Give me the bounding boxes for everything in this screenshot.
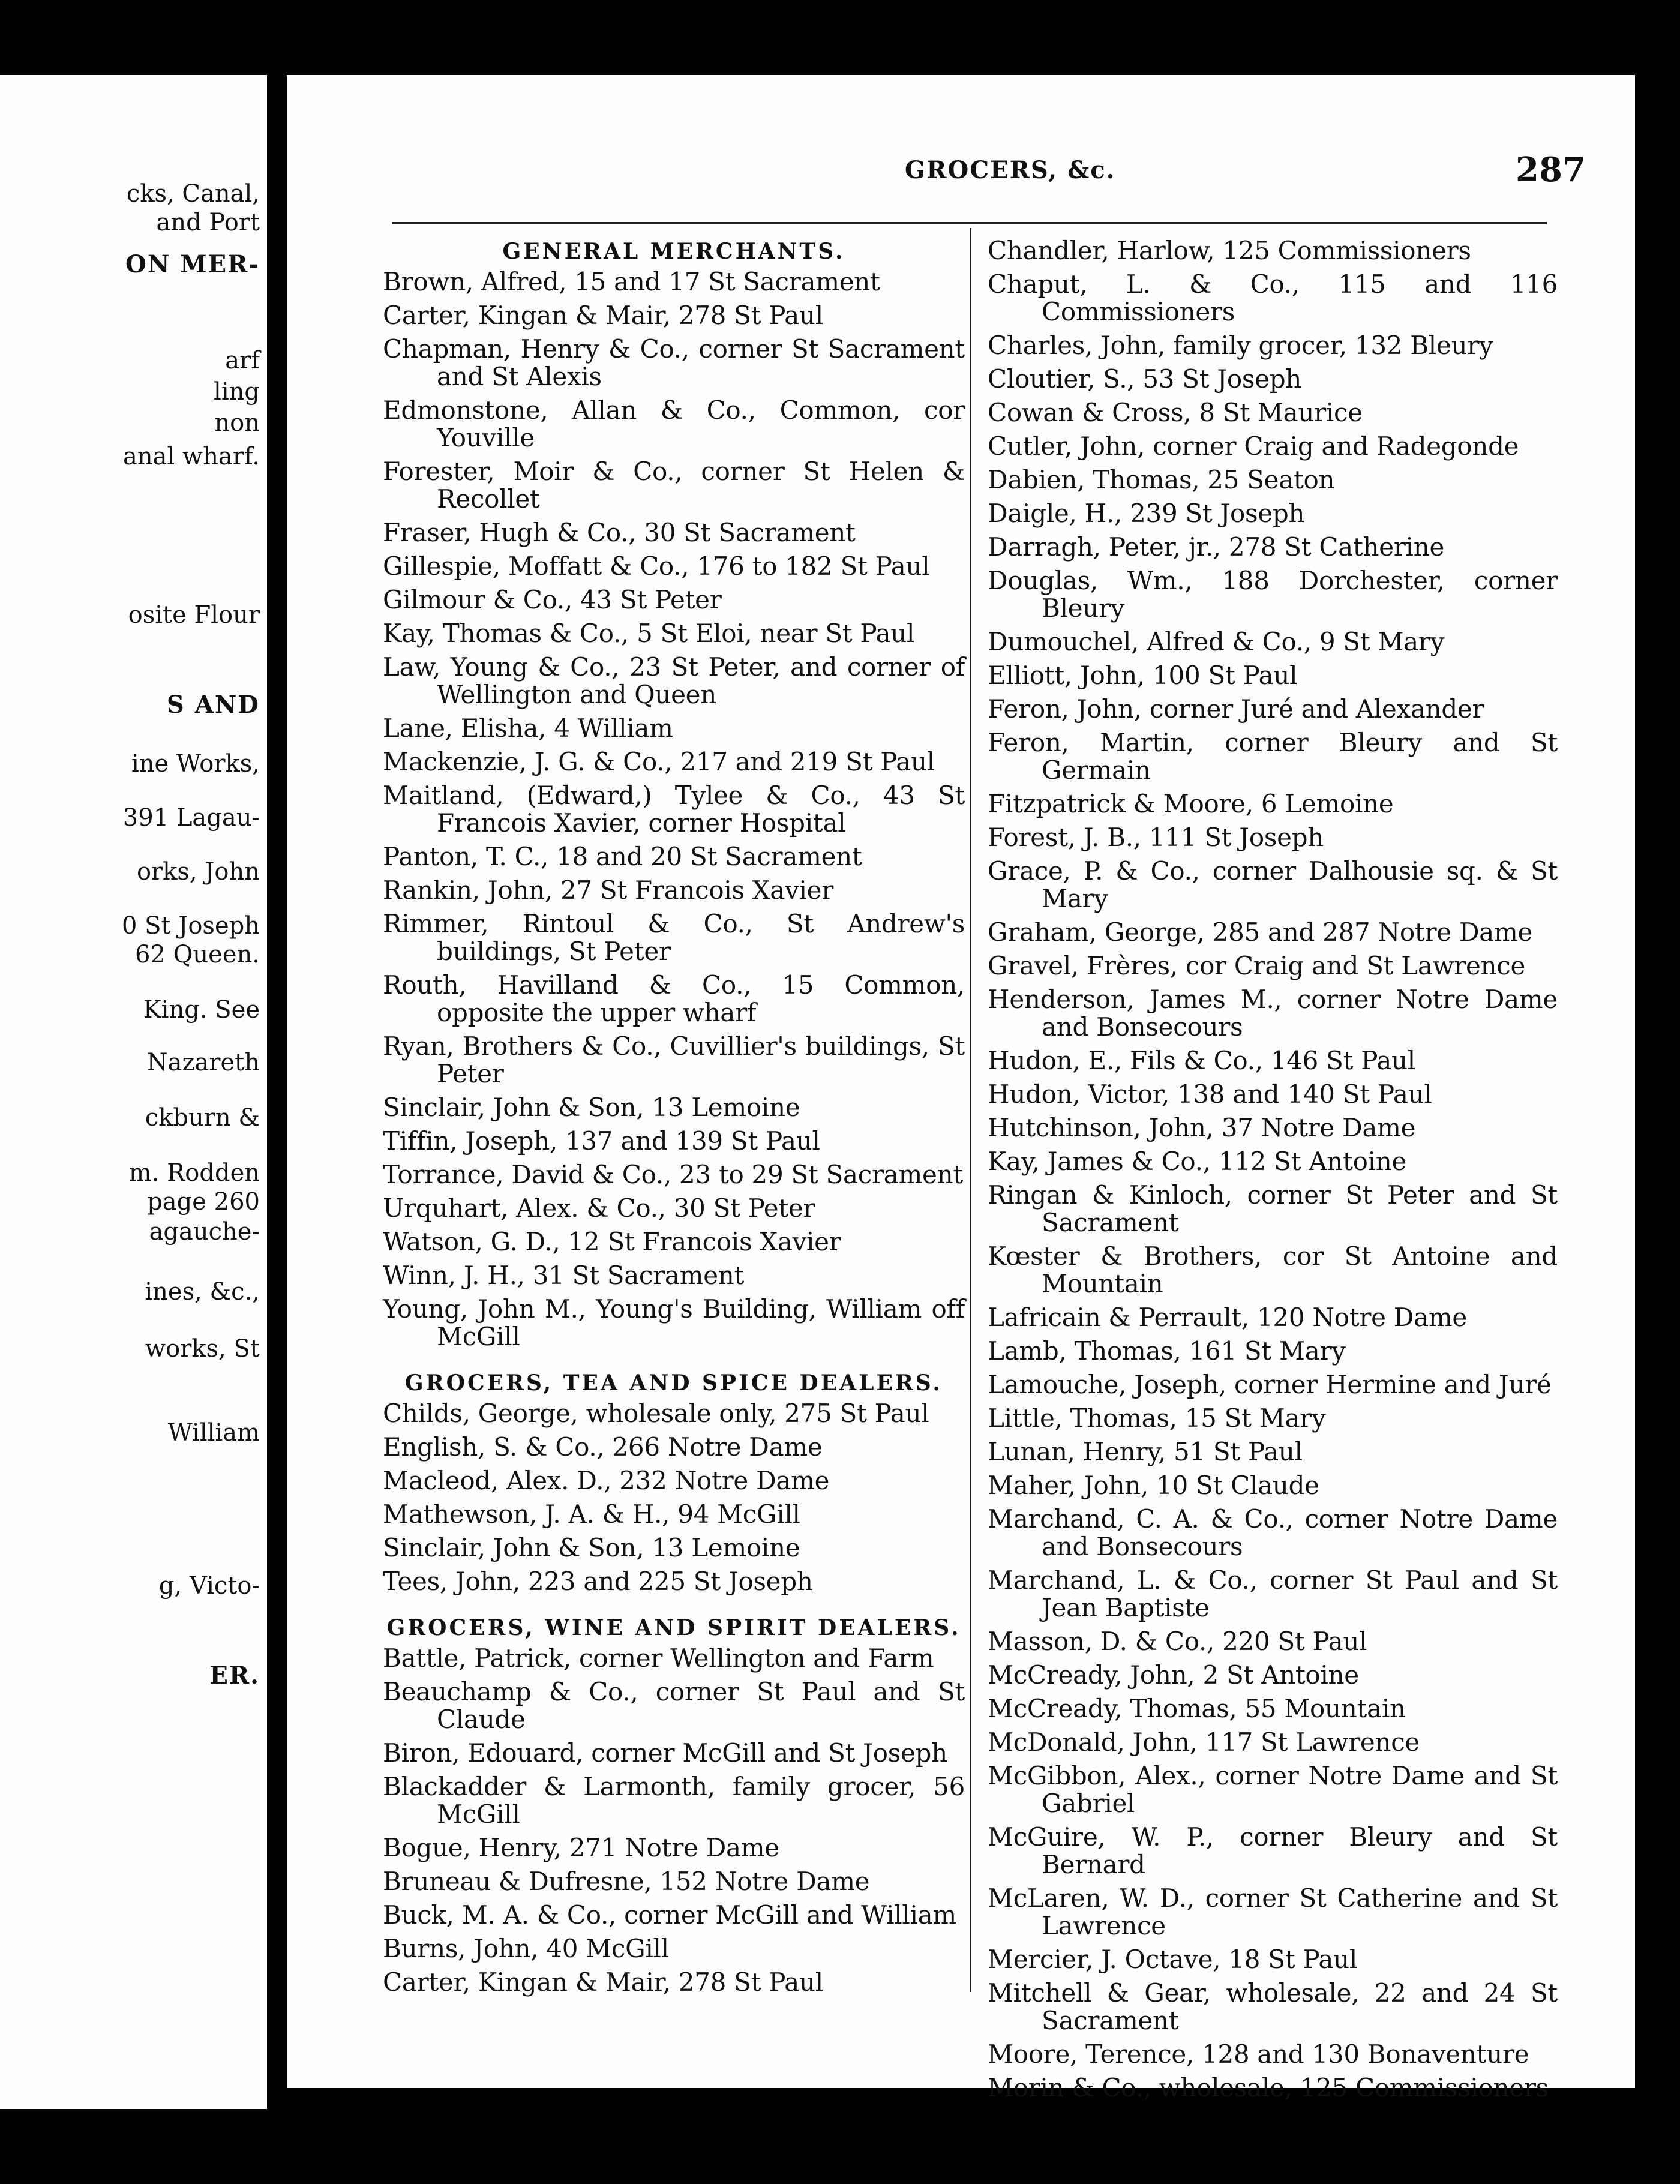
directory-entry: Forester, Moir & Co., corner St Helen & Recollet	[383, 457, 965, 514]
directory-entry: Torrance, David & Co., 23 to 29 St Sacrament	[383, 1160, 963, 1189]
facing-page-text: William	[167, 1419, 260, 1447]
directory-entry: Cowan & Cross, 8 St Maurice	[988, 398, 1363, 427]
directory-entry: Daigle, H., 239 St Joseph	[988, 499, 1305, 528]
directory-entry: Buck, M. A. & Co., corner McGill and William	[383, 1900, 956, 1930]
facing-page-text: King. See	[143, 996, 260, 1024]
directory-entry: Marchand, C. A. & Co., corner Notre Dame and Bonsecours	[988, 1504, 1558, 1561]
directory-entry: Chandler, Harlow, 125 Commissioners	[988, 236, 1471, 265]
facing-page-text: works, St	[145, 1335, 260, 1363]
directory-entry: Mathewson, J. A. & H., 94 McGill	[383, 1499, 800, 1529]
directory-entry: Carter, Kingan & Mair, 278 St Paul	[383, 301, 823, 330]
directory-entry: Lunan, Henry, 51 St Paul	[988, 1437, 1303, 1466]
directory-entry: Kay, Thomas & Co., 5 St Eloi, near St Paul	[383, 619, 915, 648]
directory-entry: Bogue, Henry, 271 Notre Dame	[383, 1833, 779, 1862]
facing-page-text: Nazareth	[146, 1049, 260, 1076]
directory-entry: Carter, Kingan & Mair, 278 St Paul	[383, 1967, 823, 1997]
directory-entry: Beauchamp & Co., corner St Paul and St Claude	[383, 1677, 965, 1734]
directory-entry: Morin & Co., wholesale, 125 Commissioners	[988, 2073, 1549, 2102]
directory-entry: Cloutier, S., 53 St Joseph	[988, 364, 1302, 394]
directory-entry: Maher, John, 10 St Claude	[988, 1471, 1319, 1500]
directory-entry: Sinclair, John & Son, 13 Lemoine	[383, 1533, 800, 1562]
section-heading: GROCERS, WINE AND SPIRIT DEALERS.	[386, 1615, 961, 1640]
directory-entry: Mitchell & Gear, wholesale, 22 and 24 St Sacrament	[988, 1978, 1558, 2035]
directory-entry: Blackadder & Larmonth, family grocer, 56 McGill	[383, 1772, 965, 1829]
facing-page-text: 62 Queen.	[135, 941, 260, 968]
directory-entry: Darragh, Peter, jr., 278 St Catherine	[988, 532, 1444, 562]
directory-entry: Feron, Martin, corner Bleury and St Germain	[988, 728, 1558, 785]
page-number: 287	[1516, 150, 1586, 190]
directory-entry: McCready, John, 2 St Antoine	[988, 1660, 1359, 1690]
directory-entry: Fraser, Hugh & Co., 30 St Sacrament	[383, 518, 856, 547]
directory-entry: Dumouchel, Alfred & Co., 9 St Mary	[988, 627, 1445, 656]
directory-entry: Graham, George, 285 and 287 Notre Dame	[988, 917, 1533, 947]
facing-page-text: arf	[225, 347, 260, 374]
directory-entry: Routh, Havilland & Co., 15 Common, opposite the upper wharf	[383, 970, 965, 1027]
facing-page-text: 391 Lagau-	[122, 804, 260, 832]
facing-page-text: orks, John	[136, 858, 260, 886]
directory-entry: Grace, P. & Co., corner Dalhousie sq. & St Mary	[988, 856, 1558, 913]
directory-entry: Burns, John, 40 McGill	[383, 1934, 669, 1963]
directory-entry: Urquhart, Alex. & Co., 30 St Peter	[383, 1193, 815, 1223]
right-column	[988, 237, 1558, 2108]
directory-entry: Gravel, Frères, cor Craig and St Lawrence	[988, 951, 1526, 980]
directory-entry: McDonald, John, 117 St Lawrence	[988, 1727, 1420, 1757]
facing-page-text: cks, Canal,	[126, 180, 260, 208]
directory-entry: Brown, Alfred, 15 and 17 St Sacrament	[383, 267, 880, 296]
section-heading: GENERAL MERCHANTS.	[502, 239, 845, 264]
directory-page	[287, 75, 1635, 2102]
facing-page-text: ON MER-	[125, 250, 260, 278]
directory-entry: Panton, T. C., 18 and 20 St Sacrament	[383, 842, 862, 871]
facing-page-text: ling	[214, 378, 260, 406]
directory-entry: Feron, John, corner Juré and Alexander	[988, 694, 1484, 724]
directory-entry: Hudon, Victor, 138 and 140 St Paul	[988, 1079, 1432, 1109]
directory-entry: Sinclair, John & Son, 13 Lemoine	[383, 1093, 800, 1122]
directory-entry: Biron, Edouard, corner McGill and St Joseph	[383, 1738, 947, 1768]
directory-entry: Lane, Elisha, 4 William	[383, 713, 673, 743]
facing-page-text: ine Works,	[131, 750, 260, 778]
directory-entry: Tiffin, Joseph, 137 and 139 St Paul	[383, 1126, 820, 1156]
directory-entry: McCready, Thomas, 55 Mountain	[988, 1694, 1406, 1723]
directory-entry: Law, Young & Co., 23 St Peter, and corner of Wellington and Queen	[383, 652, 965, 709]
directory-entry: Rankin, John, 27 St Francois Xavier	[383, 875, 834, 905]
facing-page-text: S AND	[166, 691, 260, 719]
header-rule	[392, 222, 1547, 224]
directory-entry: Moore, Terence, 128 and 130 Bonaventure	[988, 2039, 1529, 2069]
directory-entry: Hutchinson, John, 37 Notre Dame	[988, 1113, 1416, 1142]
directory-entry: Ryan, Brothers & Co., Cuvillier's buildings, St Peter	[383, 1031, 965, 1088]
directory-entry: Young, John M., Young's Building, William off McGill	[383, 1294, 965, 1351]
column-rule	[970, 228, 971, 1992]
directory-entry: Charles, John, family grocer, 132 Bleury	[988, 331, 1493, 360]
directory-entry: Chaput, L. & Co., 115 and 116 Commissioners	[988, 269, 1558, 326]
directory-entry: Lamb, Thomas, 161 St Mary	[988, 1336, 1346, 1366]
directory-entry: Tees, John, 223 and 225 St Joseph	[383, 1567, 813, 1596]
facing-page-text: osite Flour	[128, 601, 260, 629]
directory-entry: Winn, J. H., 31 St Sacrament	[383, 1261, 745, 1290]
left-column	[383, 237, 965, 2002]
facing-page-text: page 260	[147, 1188, 260, 1216]
directory-entry: Lafricain & Perrault, 120 Notre Dame	[988, 1303, 1467, 1332]
facing-page-text: anal wharf.	[122, 443, 260, 470]
facing-page-text: ines, &c.,	[145, 1278, 260, 1306]
directory-entry: Fitzpatrick & Moore, 6 Lemoine	[988, 789, 1394, 818]
facing-page-text: m. Rodden	[128, 1159, 260, 1187]
directory-entry: Edmonstone, Allan & Co., Common, cor Youville	[383, 395, 965, 452]
directory-entry: Rimmer, Rintoul & Co., St Andrew's buildings, St Peter	[383, 909, 965, 966]
facing-page-text: 0 St Joseph	[121, 912, 260, 940]
directory-entry: Kœster & Brothers, cor St Antoine and Mountain	[988, 1241, 1558, 1298]
directory-entry: Kay, James & Co., 112 St Antoine	[988, 1147, 1407, 1176]
directory-entry: Mackenzie, J. G. & Co., 217 and 219 St Paul	[383, 747, 935, 776]
facing-page-text: agauche-	[149, 1218, 260, 1246]
directory-entry: Elliott, John, 100 St Paul	[988, 661, 1298, 690]
directory-entry: Masson, D. & Co., 220 St Paul	[988, 1627, 1367, 1656]
facing-page-text: ER.	[209, 1661, 260, 1690]
facing-page-text: non	[214, 409, 260, 437]
directory-entry: Chapman, Henry & Co., corner St Sacrament and St Alexis	[383, 334, 965, 391]
section-heading: GROCERS, TEA AND SPICE DEALERS.	[404, 1370, 943, 1396]
directory-entry: Gilmour & Co., 43 St Peter	[383, 585, 722, 614]
directory-entry: Macleod, Alex. D., 232 Notre Dame	[383, 1466, 830, 1495]
directory-entry: Childs, George, wholesale only, 275 St Paul	[383, 1399, 929, 1428]
directory-entry: Mercier, J. Octave, 18 St Paul	[988, 1945, 1358, 1974]
directory-entry: McGibbon, Alex., corner Notre Dame and St Gabriel	[988, 1761, 1558, 1818]
directory-entry: Battle, Patrick, corner Wellington and Farm	[383, 1643, 934, 1673]
directory-entry: Little, Thomas, 15 St Mary	[988, 1403, 1326, 1433]
facing-page-fragment	[0, 75, 267, 2109]
running-head: GROCERS, &c.	[905, 156, 1116, 184]
directory-entry: English, S. & Co., 266 Notre Dame	[383, 1432, 823, 1462]
directory-entry: Forest, J. B., 111 St Joseph	[988, 823, 1324, 852]
directory-entry: Marchand, L. & Co., corner St Paul and St Jean Baptiste	[988, 1565, 1558, 1622]
facing-page-text: g, Victo-	[158, 1572, 260, 1600]
directory-entry: Watson, G. D., 12 St Francois Xavier	[383, 1227, 841, 1256]
directory-entry: Bruneau & Dufresne, 152 Notre Dame	[383, 1867, 870, 1896]
directory-entry: Dabien, Thomas, 25 Seaton	[988, 465, 1335, 494]
directory-entry: Henderson, James M., corner Notre Dame and Bonsecours	[988, 985, 1558, 1042]
directory-entry: McLaren, W. D., corner St Catherine and St Lawrence	[988, 1883, 1558, 1940]
directory-entry: McGuire, W. P., corner Bleury and St Bernard	[988, 1822, 1558, 1879]
facing-page-text: ckburn &	[145, 1104, 260, 1132]
directory-entry: Maitland, (Edward,) Tylee & Co., 43 St Francois Xavier, corner Hospital	[383, 781, 965, 838]
directory-entry: Hudon, E., Fils & Co., 146 St Paul	[988, 1046, 1415, 1075]
directory-entry: Ringan & Kinloch, corner St Peter and St Sacrament	[988, 1180, 1558, 1237]
directory-entry: Cutler, John, corner Craig and Radegonde	[988, 431, 1519, 461]
directory-entry: Douglas, Wm., 188 Dorchester, corner Bleury	[988, 566, 1558, 623]
directory-entry: Gillespie, Moffatt & Co., 176 to 182 St Paul	[383, 551, 930, 581]
facing-page-text: and Port	[156, 209, 260, 236]
directory-entry: Lamouche, Joseph, corner Hermine and Juré	[988, 1370, 1552, 1399]
